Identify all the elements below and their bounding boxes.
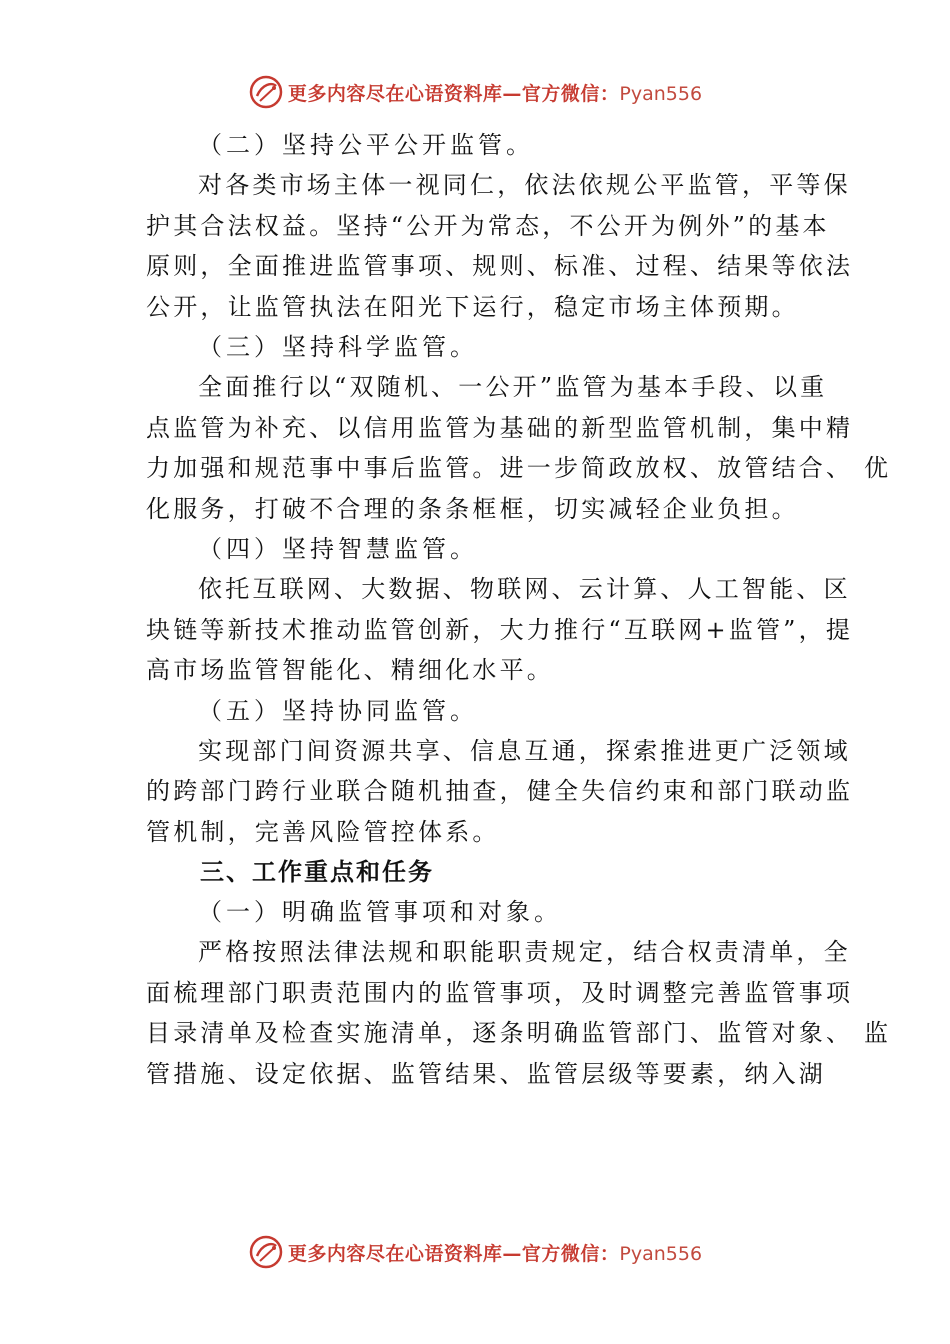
paragraph-line: 实现部门间资源共享、信息互通，探索推进更广泛领域 (198, 736, 851, 765)
paragraph (146, 367, 892, 529)
paragraph-line: 目录清单及检查实施清单，逐条明确监管部门、监管对象、 监 (146, 1019, 892, 1047)
paragraph-line: 管机制，完善风险管控体系。 (146, 817, 500, 846)
paragraph-line: 面梳理部门职责范围内的监管事项，及时调整完善监管事项 (146, 978, 854, 1007)
subsection-heading: （四）坚持智慧监管。 (198, 535, 478, 563)
paragraph (146, 165, 854, 327)
section-heading: 三、工作重点和任务 (200, 857, 434, 886)
subsection-heading: （三）坚持科学监管。 (198, 333, 478, 361)
footer-watermark (0, 1230, 950, 1274)
brand-logo-icon (248, 74, 284, 110)
paragraph-line: 高市场监管智能化、精细化水平。 (146, 656, 554, 684)
paragraph-line: 对各类市场主体一视同仁，依法依规公平监管，平等保 (198, 171, 851, 199)
brand-logo-icon (248, 1234, 284, 1270)
document-body (146, 125, 892, 1094)
paragraph-line: 块链等新技术推动监管创新，大力推行“互联网+监管”，提 (146, 615, 854, 644)
paragraph-line: 的跨部门跨行业联合随机抽查，健全失信约束和部门联动监 (146, 777, 854, 805)
paragraph-line: 公开，让监管执法在阳光下运行，稳定市场主体预期。 (146, 292, 799, 321)
watermark-text: 更多内容尽在心语资料库—官方微信：Pyan556 (287, 1242, 703, 1265)
paragraph-line: 点监管为补充、以信用监管为基础的新型监管机制，集中精 (146, 413, 854, 442)
paragraph-line: 管措施、设定依据、监管结果、监管层级等要素，纳入湖 (146, 1059, 826, 1088)
paragraph-line: 依托互联网、大数据、物联网、云计算、人工智能、区 (198, 575, 851, 603)
paragraph-line: 化服务，打破不合理的条条框框，切实减轻企业负担。 (146, 494, 799, 523)
header-watermark (0, 70, 950, 114)
paragraph-line: 严格按照法律法规和职能职责规定，结合权责清单，全 (198, 938, 851, 966)
watermark-text: 更多内容尽在心语资料库—官方微信：Pyan556 (287, 82, 703, 105)
subsection-heading: （二）坚持公平公开监管。 (198, 131, 534, 159)
paragraph (146, 731, 854, 853)
subsection-heading: （五）坚持协同监管。 (198, 696, 478, 725)
paragraph-line: 护其合法权益。坚持“公开为常态，不公开为例外”的基本 (146, 211, 830, 240)
subsection-heading: （一）明确监管事项和对象。 (198, 898, 562, 926)
paragraph (146, 569, 854, 691)
paragraph-line: 原则，全面推进监管事项、规则、标准、过程、结果等依法 (146, 252, 854, 280)
paragraph (146, 932, 892, 1094)
paragraph-line: 全面推行以“双随机、一公开”监管为基本手段、以重 (198, 373, 828, 401)
paragraph-line: 力加强和规范事中事后监管。进一步简政放权、放管结合、 优 (146, 454, 892, 482)
